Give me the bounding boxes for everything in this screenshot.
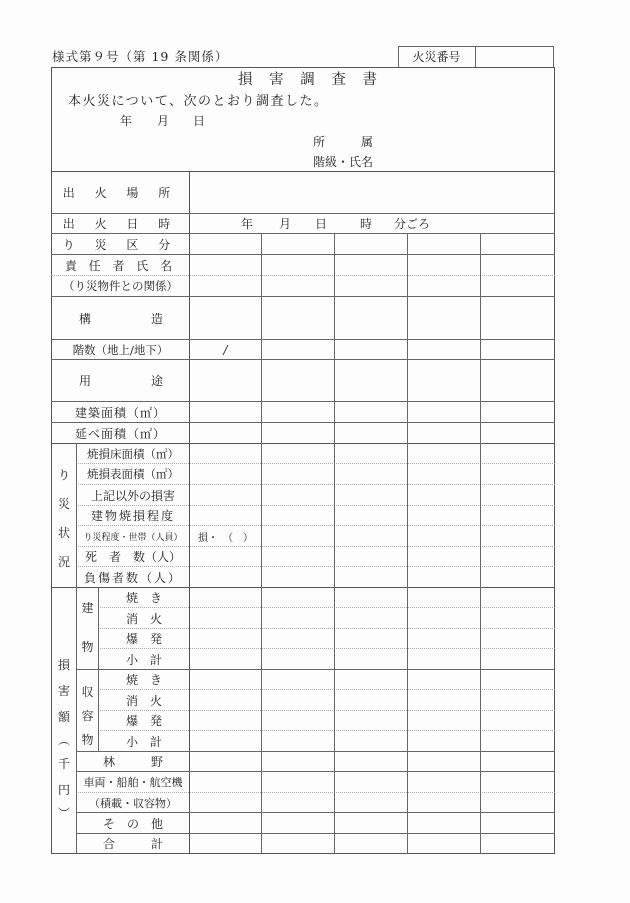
floors-label: 階数（地上/地下） (72, 342, 169, 357)
burn-extent-label: 建物焼損程度 (90, 509, 175, 523)
usage-label-b: 途 (150, 374, 163, 388)
group-char: ） (56, 807, 71, 819)
statement-text: 本火災について、次のとおり調査した。 (68, 94, 329, 109)
other-label: そ の 他 (102, 816, 163, 831)
damage-group-label (52, 656, 76, 819)
fire-month: 月 (279, 217, 292, 231)
burned-surface-area-label: 焼損表面積（㎡） (87, 467, 179, 481)
group-char: 物 (81, 733, 94, 747)
building-subtotal-label: 小 計 (125, 652, 162, 667)
report-month: 月 (157, 114, 170, 128)
group-char: 害 (57, 684, 70, 698)
vehicles-sub-label: （積載・収容物） (89, 796, 177, 810)
group-char: （ (56, 734, 71, 746)
group-char: 収 (81, 685, 94, 699)
group-char: 額 (57, 710, 70, 724)
group-char: 容 (81, 709, 94, 723)
group-char: 況 (57, 555, 70, 569)
severity-household-label: り災程度・世帯（人員） (83, 532, 183, 543)
form-number: 様式第９号（第 19 条関係） (52, 49, 229, 64)
contents-subtotal-label: 小 計 (125, 734, 162, 749)
relation-label: （り災物件との関係） (63, 279, 178, 293)
group-char: 災 (57, 497, 70, 511)
affiliation-label: 所 属 (313, 135, 374, 149)
report-year: 年 (120, 114, 133, 128)
fire-number-field[interactable] (476, 46, 554, 67)
report-day: 日 (193, 114, 206, 128)
total-floor-area-label: 延べ面積（㎡） (74, 426, 166, 441)
group-char: 建 (81, 601, 94, 615)
building-burn-label: 焼 き (125, 591, 162, 605)
floors-value[interactable]: / (223, 342, 228, 357)
severity-value[interactable]: 損・ （ ） (198, 532, 253, 544)
contents-burn-label: 焼 き (125, 673, 162, 687)
contents-explosion-label: 爆 発 (125, 714, 162, 728)
injuries-label: 負傷者数（人） (83, 570, 182, 585)
disaster-category-label: り 災 区 分 (62, 237, 179, 252)
deaths-label: 死 者 数（人） (84, 550, 181, 564)
fire-minute: 分ごろ (394, 217, 431, 231)
group-char: 円 (57, 783, 70, 797)
structure-label (52, 297, 189, 339)
contents-extinguish-label: 消 火 (125, 693, 162, 708)
building-label (77, 599, 98, 655)
responsible-name-label: 責 任 者 氏 名 (64, 258, 177, 273)
group-char: 損 (57, 658, 70, 672)
building-explosion-label: 爆 発 (125, 632, 162, 646)
forest-label: 林 野 (102, 755, 163, 769)
group-char: り (57, 468, 70, 482)
form-title: 損 害 調 査 書 (238, 72, 383, 88)
burned-floor-area-label: 焼損床面積（㎡） (87, 446, 179, 461)
other-damage-label: 上記以外の損害 (90, 488, 175, 503)
group-char: 千 (57, 757, 70, 771)
group-char: 物 (81, 640, 94, 654)
fire-day: 日 (315, 217, 328, 231)
fire-datetime-label: 出 火 日 時 (62, 217, 179, 231)
fire-year: 年 (241, 217, 254, 231)
usage-label (52, 360, 189, 401)
vehicles-label: 車両・船舶・航空機 (83, 776, 183, 789)
fire-location-label: 出 火 場 所 (62, 186, 179, 200)
rank-name-label: 階級・氏名 (313, 155, 374, 169)
disaster-status-group-label (52, 466, 76, 570)
total-label: 合 計 (102, 837, 163, 851)
group-char: 状 (57, 526, 70, 540)
building-area-label: 建築面積（㎡） (74, 405, 166, 420)
building-extinguish-label: 消 火 (125, 611, 162, 626)
contents-label (77, 683, 98, 748)
fire-hour: 時 (360, 217, 373, 231)
fire-location-field[interactable] (190, 172, 554, 213)
fire-number-label: 火災番号 (412, 50, 461, 64)
usage-label-a: 用 (79, 374, 92, 388)
fire-datetime-field[interactable] (190, 214, 554, 233)
structure-label-a: 構 (79, 311, 92, 326)
structure-label-b: 造 (150, 311, 163, 326)
